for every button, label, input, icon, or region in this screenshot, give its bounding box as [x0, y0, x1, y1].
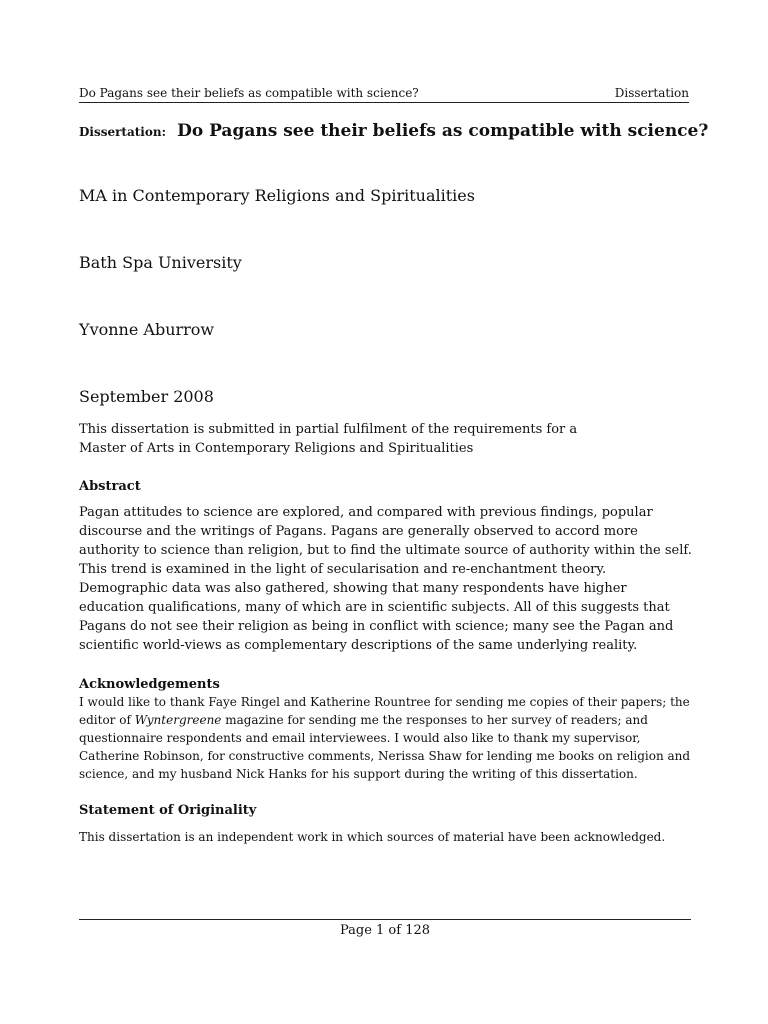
university-line: Bath Spa University	[79, 253, 242, 272]
title-line	[79, 121, 708, 141]
page-number: Page 1 of 128	[339, 923, 431, 938]
running-header-title: Do Pagans see their beliefs as compatible with science?	[79, 86, 419, 100]
acknowledgements-text	[79, 693, 694, 783]
acknowledgements-text-start: I would like to thank Faye Ringel and Katherine Rountree for sending me copies of their papers; the editor of	[79, 695, 690, 727]
magazine-name: Wyntergreene	[134, 713, 222, 727]
author-line: Yvonne Aburrow	[79, 320, 215, 339]
running-header	[79, 86, 689, 103]
degree-line: MA in Contemporary Religions and Spiritualities	[79, 186, 475, 205]
dissertation-label: Dissertation:	[79, 125, 167, 139]
date-line: September 2008	[79, 387, 214, 406]
footer-divider	[79, 919, 691, 920]
acknowledgements-text-end: magazine for sending me the responses to her survey of readers; and questionnaire respondents and email interviewees. I would also like to thank my supervisor, Catherine Robinson, for constructive comments, Nerissa Shaw for lending me books on religion and science, and my husband Nick Hanks for his support during the writing of this dissertation.	[79, 713, 691, 781]
submission-line-1: This dissertation is submitted in partial fulfilment of the requirements for a	[79, 422, 578, 437]
originality-heading: Statement of Originality	[79, 803, 257, 818]
page-title: Do Pagans see their beliefs as compatible with science?	[177, 121, 709, 141]
submission-statement	[79, 420, 689, 458]
originality-text: This dissertation is an independent work in which sources of material have been acknowledged.	[79, 830, 666, 844]
submission-line-2: Master of Arts in Contemporary Religions and Spiritualities	[79, 441, 474, 456]
acknowledgements-heading: Acknowledgements	[79, 677, 220, 692]
running-header-label: Dissertation	[614, 86, 689, 100]
abstract-text: Pagan attitudes to science are explored, and compared with previous findings, popular discourse and the writings of Pagans. Pagans are generally observed to accord more authority to science than religion, but to find the ultimate source of authority within the self. This trend is examined in the light of secularisation and re-enchantment theory. Demographic data was also gathered, showing that many respondents have higher education qualifications, many of which are in scientific subjects. All of this suggests that Pagans do not see their religion as being in conflict with science; many see the Pagan and scientific world-views as complementary descriptions of the same underlying reality.	[79, 505, 692, 653]
abstract-heading: Abstract	[79, 479, 141, 494]
